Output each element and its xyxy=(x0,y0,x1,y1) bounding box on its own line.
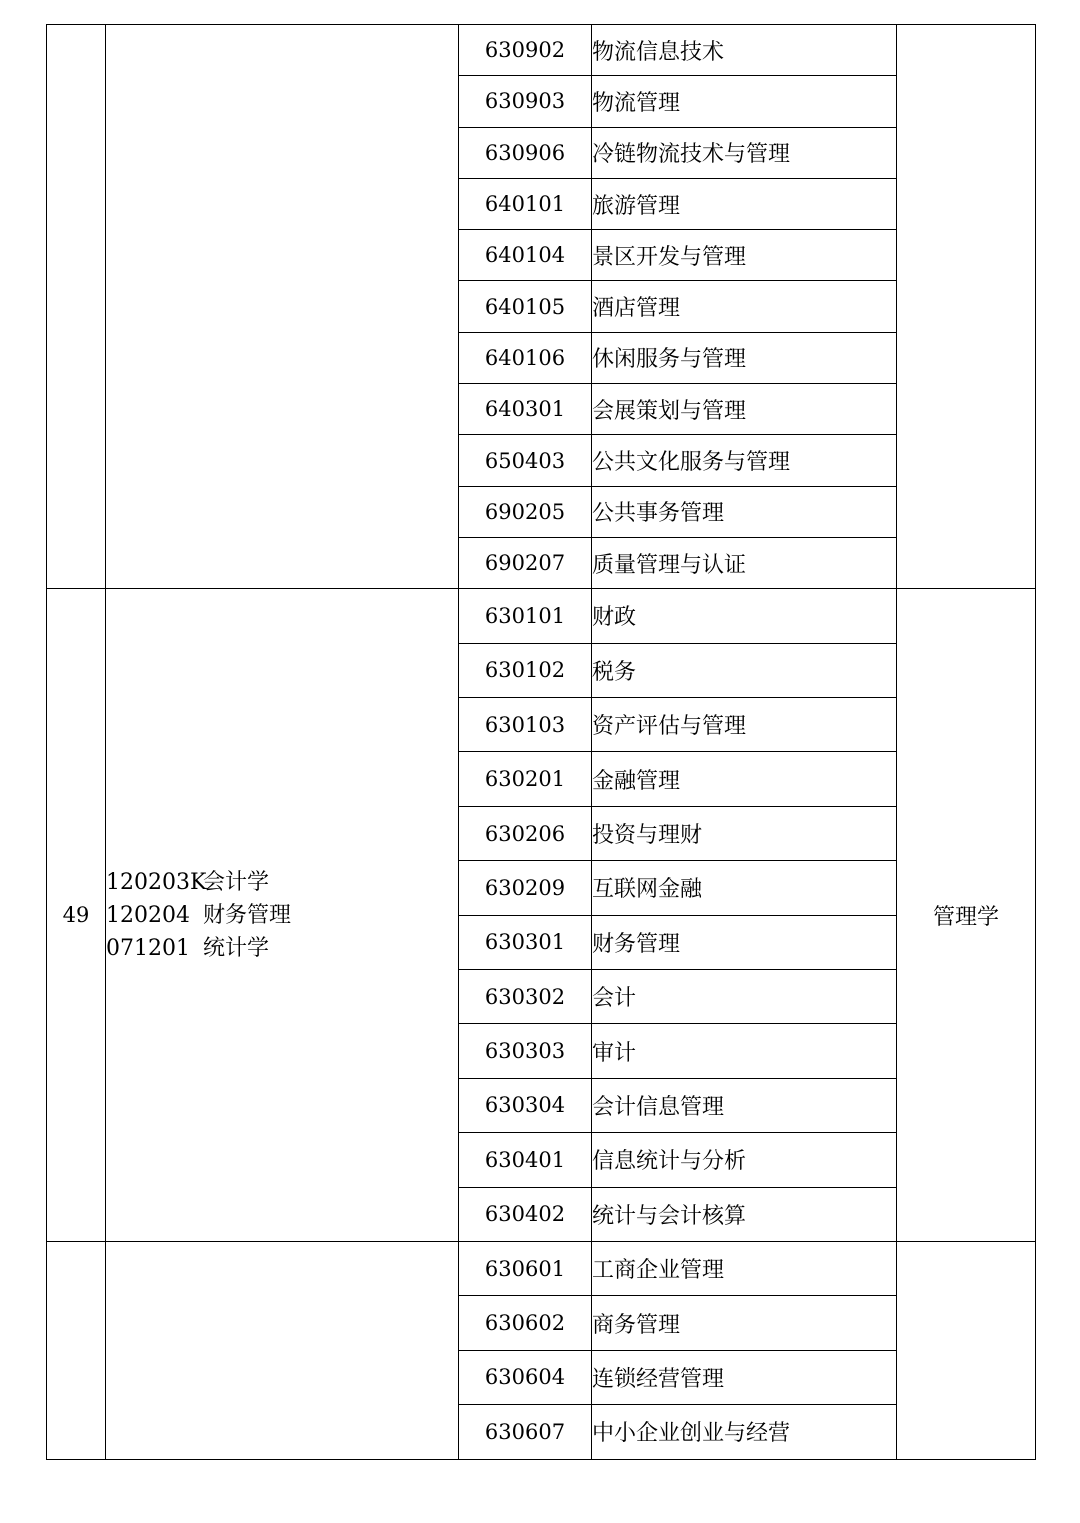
vocational-major-name: 审计 xyxy=(592,1024,897,1078)
vocational-major-name: 工商企业管理 xyxy=(592,1241,897,1295)
vocational-major-name: 商务管理 xyxy=(592,1296,897,1350)
vocational-major-code: 630206 xyxy=(459,806,592,860)
vocational-major-name: 会计 xyxy=(592,970,897,1024)
discipline-category-cell xyxy=(897,25,1036,589)
undergrad-major-name: 会计学 xyxy=(203,869,270,895)
undergrad-major-name: 财务管理 xyxy=(203,902,292,928)
undergrad-major-code: 120203K xyxy=(106,869,207,895)
vocational-major-code: 630101 xyxy=(459,589,592,643)
vocational-major-code: 630301 xyxy=(459,915,592,969)
vocational-major-name: 休闲服务与管理 xyxy=(592,332,897,383)
vocational-major-code: 630906 xyxy=(459,127,592,178)
undergrad-major-code: 071201 xyxy=(106,935,190,961)
vocational-major-code: 630304 xyxy=(459,1078,592,1132)
vocational-major-code: 630401 xyxy=(459,1133,592,1187)
vocational-major-name: 质量管理与认证 xyxy=(592,537,897,588)
vocational-major-code: 630601 xyxy=(459,1241,592,1295)
vocational-major-name: 税务 xyxy=(592,643,897,697)
undergrad-majors-cell xyxy=(106,25,459,589)
vocational-major-name: 景区开发与管理 xyxy=(592,230,897,281)
vocational-major-code: 630402 xyxy=(459,1187,592,1241)
vocational-major-name: 物流管理 xyxy=(592,76,897,127)
vocational-major-name: 财务管理 xyxy=(592,915,897,969)
discipline-category-cell xyxy=(897,1241,1036,1459)
vocational-major-name: 公共事务管理 xyxy=(592,486,897,537)
vocational-major-code: 640104 xyxy=(459,230,592,281)
vocational-major-code: 630602 xyxy=(459,1296,592,1350)
vocational-major-name: 会展策划与管理 xyxy=(592,384,897,435)
sequence-number-cell xyxy=(47,1241,106,1459)
vocational-major-name: 公共文化服务与管理 xyxy=(592,435,897,486)
vocational-major-name: 中小企业创业与经营 xyxy=(592,1405,897,1459)
vocational-major-name: 财政 xyxy=(592,589,897,643)
undergrad-major-code: 120204 xyxy=(106,902,190,928)
sequence-number-cell xyxy=(47,25,106,589)
vocational-major-code: 630302 xyxy=(459,970,592,1024)
vocational-major-code: 640105 xyxy=(459,281,592,332)
vocational-major-name: 酒店管理 xyxy=(592,281,897,332)
vocational-major-code: 640101 xyxy=(459,178,592,229)
undergrad-major-item xyxy=(106,866,458,899)
vocational-major-code: 630902 xyxy=(459,25,592,76)
undergrad-major-item xyxy=(106,899,458,932)
discipline-category-cell: 管理学 xyxy=(897,589,1036,1242)
vocational-major-name: 资产评估与管理 xyxy=(592,698,897,752)
vocational-major-code: 640301 xyxy=(459,384,592,435)
vocational-major-name: 统计与会计核算 xyxy=(592,1187,897,1241)
vocational-major-code: 630903 xyxy=(459,76,592,127)
undergrad-major-name: 统计学 xyxy=(203,935,270,961)
undergrad-majors-cell xyxy=(106,589,459,1242)
vocational-major-name: 物流信息技术 xyxy=(592,25,897,76)
vocational-major-name: 信息统计与分析 xyxy=(592,1133,897,1187)
vocational-major-name: 金融管理 xyxy=(592,752,897,806)
vocational-major-code: 630303 xyxy=(459,1024,592,1078)
sequence-number-cell: 49 xyxy=(47,589,106,1242)
vocational-major-code: 630103 xyxy=(459,698,592,752)
vocational-major-name: 连锁经营管理 xyxy=(592,1350,897,1404)
major-mapping-table xyxy=(46,24,1036,1460)
vocational-major-code: 630209 xyxy=(459,861,592,915)
vocational-major-code: 630201 xyxy=(459,752,592,806)
undergrad-majors-cell xyxy=(106,1241,459,1459)
vocational-major-code: 630102 xyxy=(459,643,592,697)
vocational-major-code: 690205 xyxy=(459,486,592,537)
undergrad-major-item xyxy=(106,932,458,965)
vocational-major-code: 630604 xyxy=(459,1350,592,1404)
vocational-major-code: 640106 xyxy=(459,332,592,383)
table-row xyxy=(47,25,1036,76)
vocational-major-name: 互联网金融 xyxy=(592,861,897,915)
vocational-major-code: 630607 xyxy=(459,1405,592,1459)
table-row xyxy=(47,589,1036,643)
table-row xyxy=(47,1241,1036,1295)
vocational-major-code: 690207 xyxy=(459,537,592,588)
table-body xyxy=(47,25,1036,1460)
vocational-major-name: 投资与理财 xyxy=(592,806,897,860)
vocational-major-name: 会计信息管理 xyxy=(592,1078,897,1132)
vocational-major-name: 冷链物流技术与管理 xyxy=(592,127,897,178)
vocational-major-name: 旅游管理 xyxy=(592,178,897,229)
vocational-major-code: 650403 xyxy=(459,435,592,486)
